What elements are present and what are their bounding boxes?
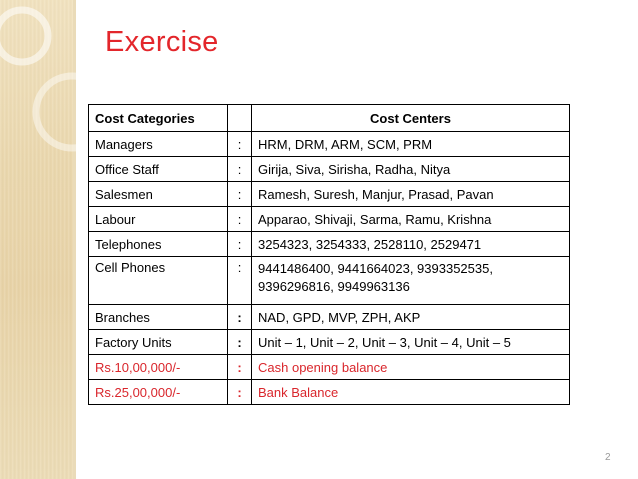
row-separator: : xyxy=(228,132,252,157)
row-category: Labour xyxy=(89,207,228,232)
row-separator: : xyxy=(228,232,252,257)
row-cost-centers: Girija, Siva, Sirisha, Radha, Nitya xyxy=(252,157,570,182)
table-row xyxy=(89,132,570,157)
row-description: Bank Balance xyxy=(252,380,570,405)
table-row xyxy=(89,157,570,182)
row-amount: Rs.25,00,000/- xyxy=(89,380,228,405)
row-separator: : xyxy=(228,182,252,207)
table-header-row xyxy=(89,105,570,132)
row-separator: : xyxy=(228,330,252,355)
decorative-circles xyxy=(0,0,100,160)
row-separator: : xyxy=(228,207,252,232)
row-amount: Rs.10,00,000/- xyxy=(89,355,228,380)
row-cost-centers: HRM, DRM, ARM, SCM, PRM xyxy=(252,132,570,157)
row-category: Branches xyxy=(89,305,228,330)
row-cost-centers: NAD, GPD, MVP, ZPH, AKP xyxy=(252,305,570,330)
table-row xyxy=(89,330,570,355)
cost-centers-line: 9441486400, 9441664023, 9393352535, xyxy=(258,261,493,276)
cost-centers-line: 9396296816, 9949963136 xyxy=(258,279,410,294)
header-cost-centers: Cost Centers xyxy=(252,105,570,132)
row-separator: : xyxy=(228,380,252,405)
row-cost-centers: 3254323, 3254333, 2528110, 2529471 xyxy=(252,232,570,257)
row-cost-centers: Apparao, Shivaji, Sarma, Ramu, Krishna xyxy=(252,207,570,232)
table-row-highlight xyxy=(89,380,570,405)
row-cost-centers xyxy=(252,257,570,305)
row-category: Office Staff xyxy=(89,157,228,182)
row-category: Factory Units xyxy=(89,330,228,355)
row-separator: : xyxy=(228,355,252,380)
row-separator: : xyxy=(228,305,252,330)
row-cost-centers: Ramesh, Suresh, Manjur, Prasad, Pavan xyxy=(252,182,570,207)
table-row xyxy=(89,232,570,257)
table-row-highlight xyxy=(89,355,570,380)
table-row xyxy=(89,182,570,207)
row-category: Telephones xyxy=(89,232,228,257)
slide-title: Exercise xyxy=(105,26,219,58)
page-number: 2 xyxy=(605,452,611,463)
row-cost-centers: Unit – 1, Unit – 2, Unit – 3, Unit – 4, Unit – 5 xyxy=(252,330,570,355)
table-row xyxy=(89,257,570,305)
header-cost-categories: Cost Categories xyxy=(89,105,228,132)
table-row xyxy=(89,305,570,330)
row-description: Cash opening balance xyxy=(252,355,570,380)
row-category: Cell Phones xyxy=(89,257,228,305)
header-separator xyxy=(228,105,252,132)
cost-table xyxy=(88,104,570,405)
row-separator: : xyxy=(228,257,252,305)
row-separator: : xyxy=(228,157,252,182)
table-row xyxy=(89,207,570,232)
row-category: Managers xyxy=(89,132,228,157)
row-category: Salesmen xyxy=(89,182,228,207)
